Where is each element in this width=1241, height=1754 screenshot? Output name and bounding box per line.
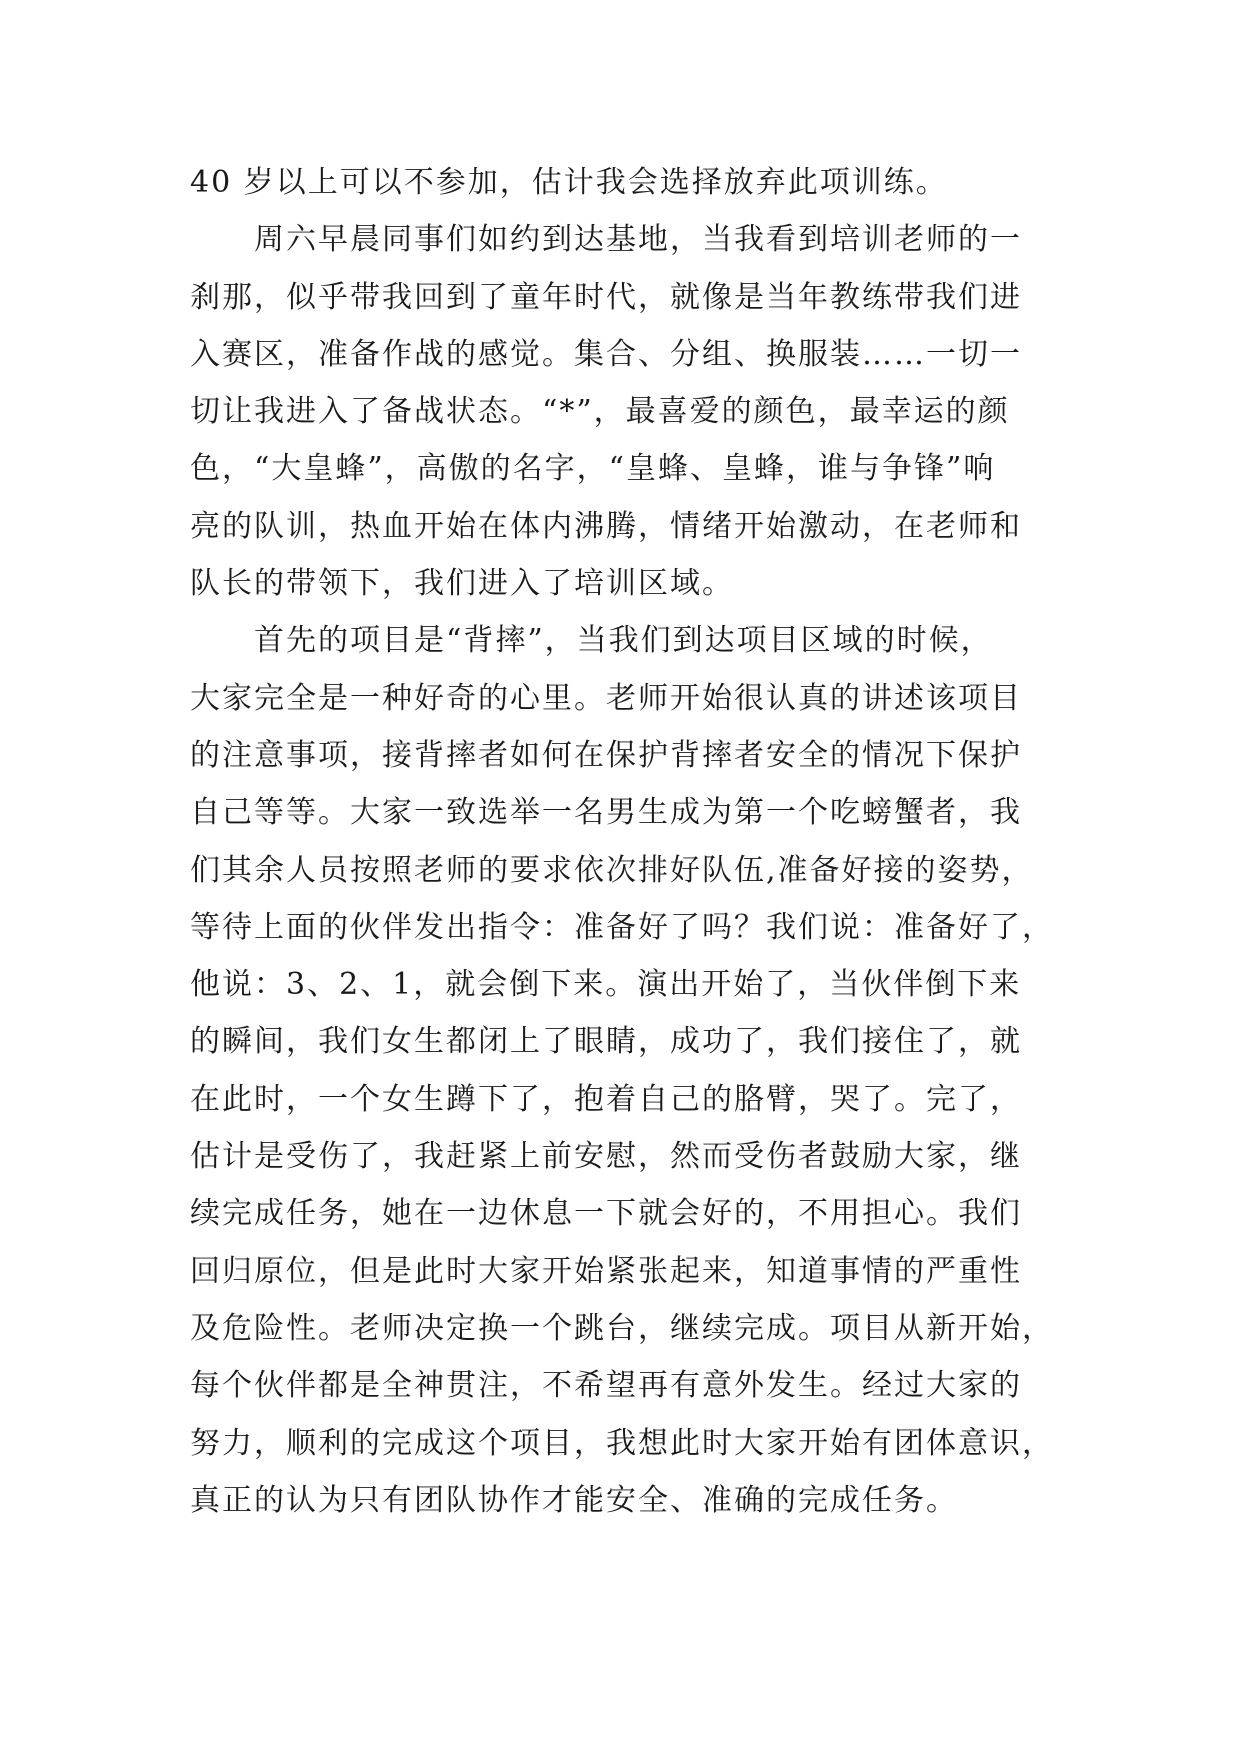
text-line: 们其余人员按照老师的要求依次排好队伍,准备好接的姿势， xyxy=(190,852,1034,888)
text-line: 自己等等。大家一致选举一名男生成为第一个吃螃蟹者，我 xyxy=(190,795,1022,831)
text-line: 等待上面的伙伴发出指令：准备好了吗？我们说：准备好了， xyxy=(190,909,1054,945)
text-line: 及危险性。老师决定换一个跳台，继续完成。项目从新开始， xyxy=(190,1310,1054,1346)
text-line: 努力，顺利的完成这个项目，我想此时大家开始有团体意识， xyxy=(190,1425,1054,1461)
text-line: 队长的带领下，我们进入了培训区域。 xyxy=(190,566,734,602)
text-line: 在此时，一个女生蹲下了，抱着自己的胳臂，哭了。完了， xyxy=(190,1081,1022,1117)
text-line: 刹那，似乎带我回到了童年时代，就像是当年教练带我们进 xyxy=(190,279,1022,315)
paragraph-first-line: 周六早晨同事们如约到达基地，当我看到培训老师的一 xyxy=(254,222,1022,258)
text-line: 续完成任务，她在一边休息一下就会好的，不用担心。我们 xyxy=(190,1196,1022,1232)
text-line: 40 岁以上可以不参加，估计我会选择放弃此项训练。 xyxy=(190,165,948,200)
text-line: 色，“大皇蜂”，高傲的名字，“皇蜂、皇蜂，谁与争锋”响 xyxy=(190,451,996,487)
text-line: 大家完全是一种好奇的心里。老师开始很认真的讲述该项目 xyxy=(190,680,1022,716)
text-line: 每个伙伴都是全神贯注，不希望再有意外发生。经过大家的 xyxy=(190,1368,1022,1404)
text-line: 回归原位，但是此时大家开始紧张起来，知道事情的严重性 xyxy=(190,1253,1022,1289)
text-line: 的注意事项，接背摔者如何在保护背摔者安全的情况下保护 xyxy=(190,737,1022,773)
document-body xyxy=(190,154,1060,1529)
text-line: 真正的认为只有团队协作才能安全、准确的完成任务。 xyxy=(190,1482,958,1518)
text-line: 估计是受伤了，我赶紧上前安慰，然而受伤者鼓励大家，继 xyxy=(190,1139,1022,1175)
text-line: 的瞬间，我们女生都闭上了眼睛，成功了，我们接住了，就 xyxy=(190,1024,1022,1060)
paragraph-first-line: 首先的项目是“背摔”，当我们到达项目区域的时候， xyxy=(254,623,993,659)
text-line: 切让我进入了备战状态。“*”，最喜爱的颜色，最幸运的颜 xyxy=(190,394,1010,430)
text-line: 入赛区，准备作战的感觉。集合、分组、换服装……一切一 xyxy=(190,336,1022,372)
text-line: 亮的队训，热血开始在体内沸腾，情绪开始激动，在老师和 xyxy=(190,508,1022,544)
text-line: 他说：3、2、1，就会倒下来。演出开始了，当伙伴倒下来 xyxy=(190,967,1022,1003)
